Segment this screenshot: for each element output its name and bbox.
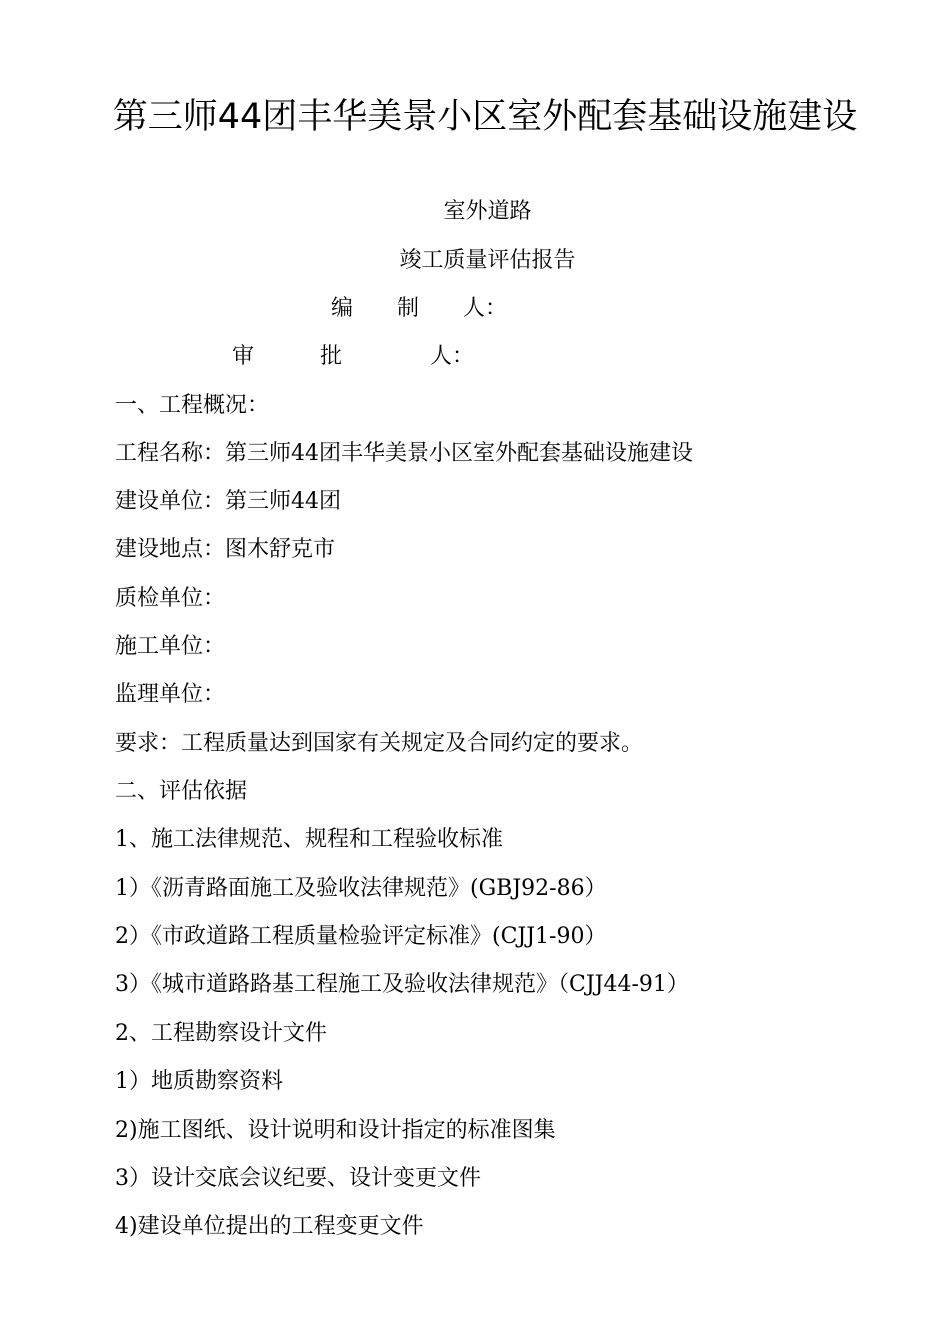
document-title: 第三师44团丰华美景小区室外配套基础设施建设 [112, 97, 858, 137]
location-line: 建设地点：图木舒克市 [115, 537, 336, 562]
basis-subitem-3: 3）《城市道路路基工程施工及验收法律规范》（CJJ44-91） [115, 972, 689, 997]
owner-unit-line: 建设单位：第三师44团 [115, 489, 341, 514]
basis-item-2: 2、工程勘察设计文件 [115, 1021, 327, 1046]
section-heading-basis: 二、评估依据 [115, 779, 248, 804]
compiler-label: 编 制 人： [331, 296, 508, 321]
supervision-unit-line: 监理单位： [115, 682, 226, 707]
design-subitem-2: 2)施工图纸、设计说明和设计指定的标准图集 [115, 1118, 556, 1143]
basis-subitem-2: 2）《市政道路工程质量检验评定标准》(CJJ1-90） [115, 924, 607, 949]
project-name-line: 工程名称：第三师44团丰华美景小区室外配套基础设施建设 [115, 441, 693, 466]
report-title: 竣工质量评估报告 [399, 248, 576, 273]
quality-inspection-unit-line: 质检单位： [115, 586, 226, 611]
requirement-line: 要求：工程质量达到国家有关规定及合同约定的要求。 [115, 731, 644, 756]
basis-subitem-1: 1）《沥青路面施工及验收法律规范》(GBJ92-86） [115, 876, 607, 901]
design-subitem-3: 3）设计交底会议纪要、设计变更文件 [115, 1166, 481, 1191]
design-subitem-4: 4)建设单位提出的工程变更文件 [115, 1214, 424, 1239]
document-subtitle: 室外道路 [443, 199, 532, 224]
design-subitem-1: 1）地质勘察资料 [115, 1069, 283, 1094]
construction-unit-line: 施工单位： [115, 634, 226, 659]
approver-label: 审 批 人： [232, 344, 475, 369]
section-heading-overview: 一、工程概况： [115, 393, 270, 418]
basis-item-1: 1、施工法律规范、规程和工程验收标准 [115, 827, 503, 852]
